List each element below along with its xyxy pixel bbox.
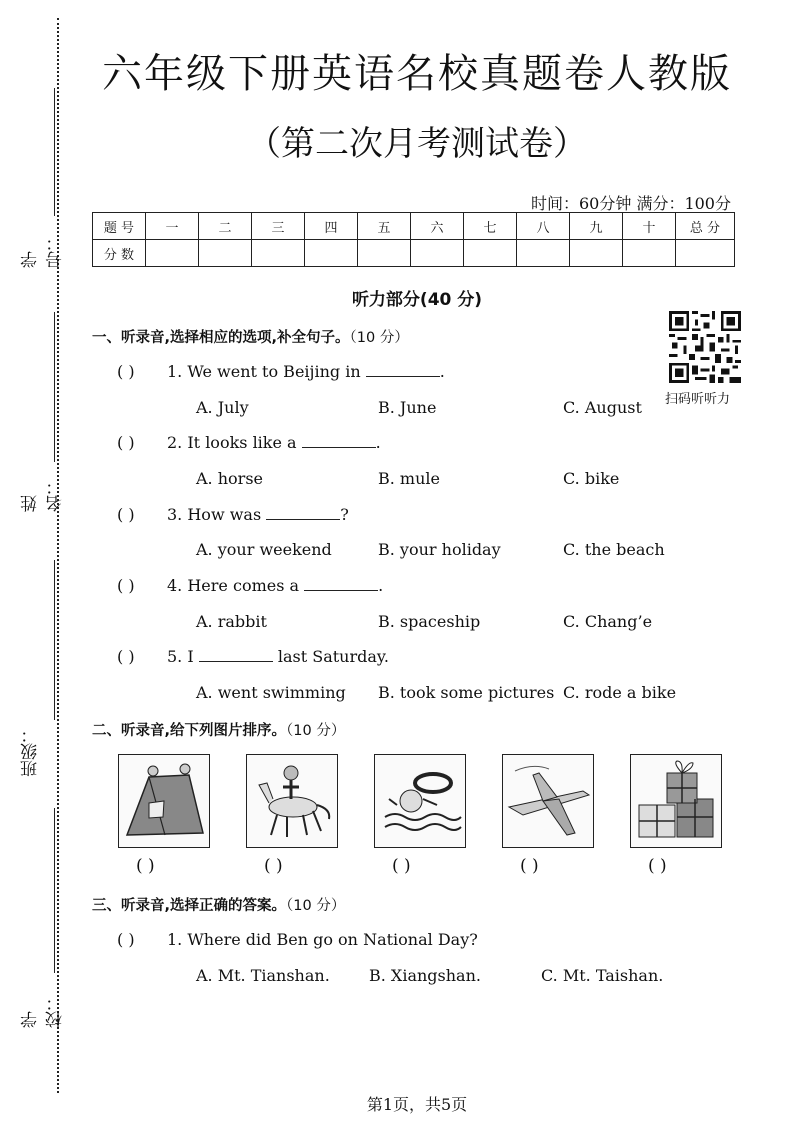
exam-meta: 时间：60分钟 满分：100分 (531, 194, 731, 213)
score-cell[interactable] (676, 240, 735, 267)
section1-title-text: 一、听录音,选择相应的选项,补全句子。 (92, 330, 350, 346)
score-cell[interactable] (252, 240, 305, 267)
score-table-row-label: 分 数 (93, 240, 146, 267)
answer-paren[interactable]: ( ) (117, 576, 135, 595)
score-col-7: 七 (464, 213, 517, 240)
option-b[interactable]: B. mule (378, 469, 440, 488)
question-text: 5. I (167, 647, 199, 666)
answer-paren[interactable]: ( ) (117, 505, 135, 524)
picture-order-paren[interactable]: ( ) (648, 856, 667, 876)
option-b[interactable]: B. took some pictures (378, 683, 555, 702)
school-line (54, 808, 55, 973)
option-c[interactable]: C. bike (563, 469, 620, 488)
section2-points: （10 分） (286, 723, 346, 739)
section3-title-text: 三、听录音,选择正确的答案。 (92, 898, 287, 914)
score-col-1: 一 (146, 213, 199, 240)
question-end: . (439, 362, 445, 381)
option-a[interactable]: A. your weekend (196, 540, 332, 559)
section2-title-text: 二、听录音,给下列图片排序。 (92, 723, 287, 739)
answer-paren[interactable]: ( ) (117, 433, 135, 452)
tent-picture (118, 754, 210, 848)
option-c[interactable]: C. August (563, 398, 642, 417)
section1-points: （10 分） (349, 330, 409, 346)
question-item (117, 930, 478, 949)
section2-title (92, 719, 345, 740)
picture-order-paren[interactable]: ( ) (520, 856, 539, 876)
option-c[interactable]: C. Mt. Taishan. (541, 966, 664, 985)
class-label: 班级： (21, 726, 41, 777)
gifts-picture (630, 754, 722, 848)
score-cell[interactable] (623, 240, 676, 267)
option-c[interactable]: C. Chang’e (563, 612, 653, 631)
picture-order-paren[interactable]: ( ) (392, 856, 411, 876)
option-a[interactable]: A. Mt. Tianshan. (196, 966, 330, 985)
page-title: 六年级下册英语名校真题卷人教版 (102, 51, 732, 97)
question-end: ? (340, 505, 349, 524)
question-item (117, 576, 383, 595)
page-footer: 第1页，共5页 (366, 1095, 468, 1114)
score-cell[interactable] (464, 240, 517, 267)
option-b[interactable]: B. your holiday (378, 540, 501, 559)
score-cell[interactable] (517, 240, 570, 267)
horse-rider-picture (246, 754, 338, 848)
school-field (18, 808, 66, 1028)
listening-part-title: 听力部分(40 分) (351, 290, 483, 310)
option-b[interactable]: B. spaceship (378, 612, 481, 631)
fill-blank[interactable] (199, 647, 273, 662)
option-b[interactable]: B. June (378, 398, 437, 417)
swimming-picture (374, 754, 466, 848)
score-cell[interactable] (411, 240, 464, 267)
answer-paren[interactable]: ( ) (117, 647, 135, 666)
option-a[interactable]: A. rabbit (196, 612, 267, 631)
option-c[interactable]: C. the beach (563, 540, 665, 559)
class-line (54, 560, 55, 720)
fill-blank[interactable] (266, 505, 340, 520)
plane-picture (502, 754, 594, 848)
score-table-row-label: 题 号 (93, 213, 146, 240)
score-col-3: 三 (252, 213, 305, 240)
question-end: . (375, 433, 381, 452)
score-col-4: 四 (305, 213, 358, 240)
score-col-5: 五 (358, 213, 411, 240)
page-subtitle: （第二次月考测试卷） (247, 124, 587, 164)
option-c[interactable]: C. rode a bike (563, 683, 677, 702)
score-col-total: 总 分 (676, 213, 735, 240)
score-col-9: 九 (570, 213, 623, 240)
score-col-10: 十 (623, 213, 676, 240)
option-a[interactable]: A. horse (196, 469, 263, 488)
question-text: 1. Where did Ben go on National Day? (167, 930, 478, 949)
qr-caption: 扫码听听力 (665, 392, 731, 407)
section3-title (92, 894, 345, 915)
question-item (117, 433, 381, 452)
option-a[interactable]: A. July (196, 398, 249, 417)
fill-blank[interactable] (304, 576, 378, 591)
picture-order-paren[interactable]: ( ) (264, 856, 283, 876)
student-id-label: 学号： (21, 234, 66, 268)
answer-paren[interactable]: ( ) (117, 362, 135, 381)
score-col-2: 二 (199, 213, 252, 240)
option-b[interactable]: B. Xiangshan. (369, 966, 481, 985)
score-col-6: 六 (411, 213, 464, 240)
score-table-score-row (93, 240, 735, 267)
score-table-header-row (93, 213, 735, 240)
class-field (18, 560, 58, 780)
question-end: last Saturday. (272, 647, 389, 666)
name-field (18, 312, 66, 512)
score-table (92, 212, 735, 267)
fill-blank[interactable] (302, 433, 376, 448)
name-label: 姓名： (21, 478, 66, 512)
question-item (117, 362, 445, 381)
option-a[interactable]: A. went swimming (196, 683, 346, 702)
qr-code-icon[interactable] (668, 311, 742, 383)
question-text: 4. Here comes a (167, 576, 305, 595)
score-col-8: 八 (517, 213, 570, 240)
score-cell[interactable] (305, 240, 358, 267)
question-text: 2. It looks like a (167, 433, 302, 452)
picture-order-paren[interactable]: ( ) (136, 856, 155, 876)
school-label: 学校： (21, 994, 66, 1028)
question-item (117, 647, 389, 666)
score-cell[interactable] (199, 240, 252, 267)
student-id-field (18, 88, 66, 268)
fill-blank[interactable] (366, 362, 440, 377)
score-cell[interactable] (146, 240, 199, 267)
question-text: 3. How was (167, 505, 267, 524)
section3-points: （10 分） (286, 898, 346, 914)
question-item (117, 505, 349, 524)
question-end: . (378, 576, 384, 595)
score-cell[interactable] (570, 240, 623, 267)
answer-paren[interactable]: ( ) (117, 930, 135, 949)
section1-title (92, 326, 409, 347)
question-text: 1. We went to Beijing in (167, 362, 366, 381)
score-cell[interactable] (358, 240, 411, 267)
name-line (54, 312, 55, 462)
